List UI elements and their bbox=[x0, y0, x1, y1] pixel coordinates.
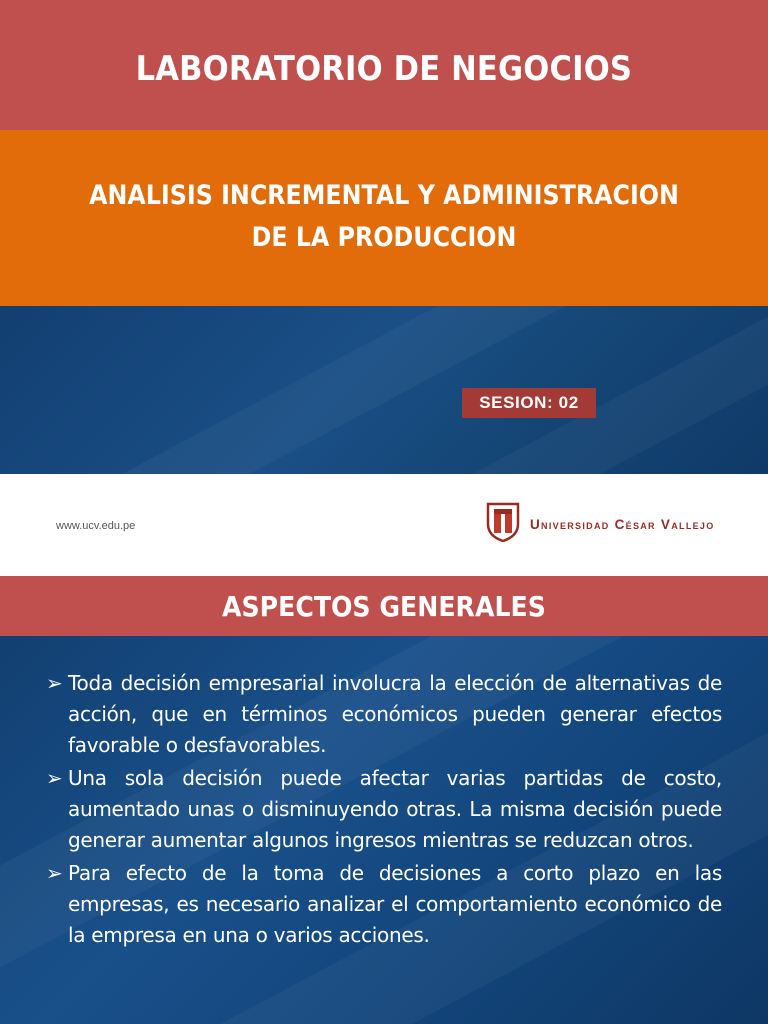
bullet-text: Para efecto de la toma de decisiones a corto plazo en las empresas, es necesario analizar el comportamiento económico de la empresa en una o varios acciones. bbox=[68, 861, 722, 947]
website-url[interactable]: www.ucv.edu.pe bbox=[56, 520, 136, 532]
bullet-text: Una sola decisión puede afectar varias partidas de costo, aumentado unas o disminuyendo otras. La misma decisión puede generar aumentar algunos ingresos mientras se reduzcan otros. bbox=[68, 766, 722, 852]
university-logo bbox=[486, 502, 715, 542]
subtitle-band bbox=[0, 130, 768, 306]
session-band bbox=[0, 306, 768, 474]
footer-band bbox=[0, 474, 768, 576]
header-title: LABORATORIO DE NEGOCIOS bbox=[135, 49, 633, 89]
bullet-list bbox=[46, 668, 722, 953]
content-slide bbox=[0, 576, 768, 1024]
arrow-bullet-icon: ➢ bbox=[46, 673, 63, 695]
session-badge: SESION: 02 bbox=[462, 388, 596, 418]
arrow-bullet-icon: ➢ bbox=[46, 768, 63, 790]
bullet-item bbox=[46, 668, 722, 761]
bullet-text: Toda decisión empresarial involucra la elección de alternativas de acción, que en términos económicos pueden generar efectos favorable o desfavorables. bbox=[68, 671, 722, 757]
section-header bbox=[0, 576, 768, 636]
section-title: ASPECTOS GENERALES bbox=[222, 589, 546, 623]
bullet-item bbox=[46, 858, 722, 951]
shield-logo-icon bbox=[486, 502, 520, 542]
subtitle-line-2: DE LA PRODUCCION bbox=[251, 222, 517, 253]
university-name: Universidad César Vallejo bbox=[530, 516, 715, 532]
subtitle-line-1: ANALISIS INCREMENTAL Y ADMINISTRACION bbox=[89, 180, 679, 211]
arrow-bullet-icon: ➢ bbox=[46, 863, 63, 885]
header-band bbox=[0, 0, 768, 130]
bullet-item bbox=[46, 763, 722, 856]
